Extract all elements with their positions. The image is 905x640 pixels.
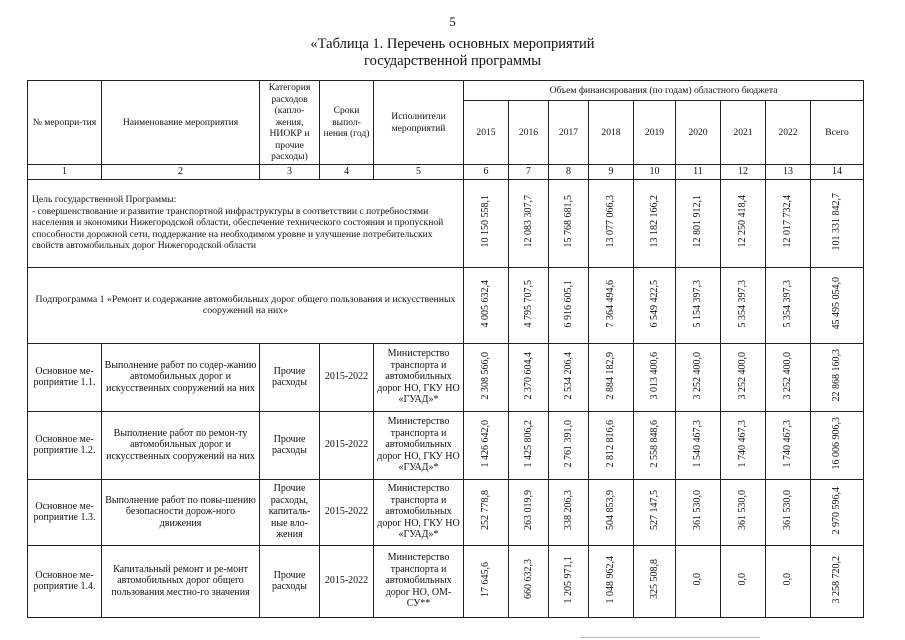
value-cell <box>676 179 721 267</box>
value-text: 325 508,8 <box>648 559 660 600</box>
value-cell <box>589 479 634 545</box>
total-text: 2 970 596,4 <box>831 486 843 534</box>
column-number: 7 <box>509 165 549 180</box>
value-text: 1 740 467,3 <box>737 419 749 467</box>
value-cell <box>509 479 549 545</box>
header-category: Категория расходов (капло-жения, НИОКР и прочие расходы) <box>260 81 320 165</box>
subprogram-text: Подпрограмма 1 «Ремонт и содержание автомобильных дорог общего пользования и искусственных сооружений на них» <box>28 267 464 343</box>
value-cell <box>509 411 549 479</box>
value-text: 17 645,6 <box>480 561 492 597</box>
value-cell <box>634 179 676 267</box>
value-text: 0,0 <box>782 573 794 586</box>
column-number: 1 <box>28 165 102 180</box>
value-cell <box>464 545 509 617</box>
measure-executor: Министерство транспорта и автомобильных дорог НО, ГКУ НО «ГУАД»* <box>374 479 464 545</box>
measure-name: Выполнение работ по содер-жанию автомобильных дорог и искусственных сооружений на них <box>102 343 260 411</box>
column-number: 3 <box>260 165 320 180</box>
value-text: 0,0 <box>692 573 704 586</box>
value-text: 3 252 400,0 <box>692 351 704 399</box>
value-cell <box>464 267 509 343</box>
value-cell <box>766 267 811 343</box>
header-executors: Исполнители мероприятий <box>374 81 464 165</box>
value-cell <box>509 179 549 267</box>
measure-row <box>28 479 864 545</box>
value-cell <box>766 179 811 267</box>
value-text: 6 916 605,1 <box>562 279 574 327</box>
scan-edge-line <box>580 633 760 638</box>
header-num: № меропри-тия <box>28 81 102 165</box>
measure-period: 2015-2022 <box>320 545 374 617</box>
value-text: 1 426 642,0 <box>480 419 492 467</box>
value-cell <box>464 479 509 545</box>
value-text: 13 182 166,2 <box>648 195 660 248</box>
value-text: 4 005 632,4 <box>480 279 492 327</box>
value-text: 252 778,8 <box>480 490 492 531</box>
value-text: 1 205 971,1 <box>562 555 574 603</box>
measure-num: Основное ме-роприятие 1.3. <box>28 479 102 545</box>
page-number: 5 <box>449 14 456 29</box>
column-number: 10 <box>634 165 676 180</box>
value-text: 2 761 391,0 <box>562 419 574 467</box>
header-year: 2017 <box>549 101 589 165</box>
total-cell <box>811 343 864 411</box>
value-cell <box>676 545 721 617</box>
column-number-row <box>28 165 864 180</box>
value-cell <box>464 411 509 479</box>
value-text: 7 364 494,6 <box>605 279 617 327</box>
value-text: 1 425 806,2 <box>522 419 534 467</box>
column-number: 9 <box>589 165 634 180</box>
total-text: 45 495 054,0 <box>831 277 843 330</box>
header-year: 2021 <box>721 101 766 165</box>
value-text: 3 252 400,0 <box>737 351 749 399</box>
header-year: 2016 <box>509 101 549 165</box>
measure-period: 2015-2022 <box>320 411 374 479</box>
column-number: 13 <box>766 165 811 180</box>
value-cell <box>549 343 589 411</box>
page-title <box>0 36 905 70</box>
total-text: 3 258 720,2 <box>831 555 843 603</box>
value-cell <box>589 545 634 617</box>
value-cell <box>721 267 766 343</box>
value-text: 2 812 816,6 <box>605 419 617 467</box>
header-year: 2019 <box>634 101 676 165</box>
value-cell <box>634 411 676 479</box>
value-cell <box>721 179 766 267</box>
total-text: 101 331 842,7 <box>831 192 843 250</box>
value-text: 12 017 732,4 <box>782 195 794 248</box>
header-year: 2018 <box>589 101 634 165</box>
column-number: 14 <box>811 165 864 180</box>
value-cell <box>721 411 766 479</box>
value-cell <box>509 545 549 617</box>
goal-text: Цель государственной Программы: - совершенствование и развитие транспортной инфраструктуры в соответствии с потребностями населения и экономики Нижегородской области, обеспечение технического состояния и пропускной способности дорожной сети, поддержание на необходимом уровне и улучшение потребительских свойств автомобильных дорог Нижегородской области <box>28 179 464 267</box>
measure-num: Основное ме-роприятие 1.2. <box>28 411 102 479</box>
value-cell <box>766 545 811 617</box>
total-cell <box>811 411 864 479</box>
value-text: 3 252 400,0 <box>782 351 794 399</box>
value-cell <box>589 179 634 267</box>
value-cell <box>634 343 676 411</box>
header-year: 2022 <box>766 101 811 165</box>
value-text: 263 019,9 <box>522 490 534 531</box>
total-cell <box>811 479 864 545</box>
title-line-2: государственной программы <box>364 53 541 69</box>
value-cell <box>589 267 634 343</box>
measure-category: Прочие расходы <box>260 411 320 479</box>
value-cell <box>509 343 549 411</box>
value-cell <box>464 343 509 411</box>
total-cell <box>811 267 864 343</box>
value-text: 361 530,0 <box>737 490 749 531</box>
value-text: 6 549 422,5 <box>648 279 660 327</box>
total-cell <box>811 179 864 267</box>
header-name: Наименование мероприятия <box>102 81 260 165</box>
value-cell <box>549 267 589 343</box>
column-number: 6 <box>464 165 509 180</box>
title-line-1: «Таблица 1. Перечень основных мероприятий <box>310 36 595 52</box>
subprogram-row <box>28 267 864 343</box>
total-text: 22 868 160,3 <box>831 349 843 402</box>
value-text: 12 250 418,4 <box>737 195 749 248</box>
total-cell <box>811 545 864 617</box>
value-text: 3 013 400,6 <box>648 351 660 399</box>
measure-period: 2015-2022 <box>320 343 374 411</box>
measure-executor: Министерство транспорта и автомобильных дорог НО, ГКУ НО «ГУАД»* <box>374 343 464 411</box>
value-cell <box>721 479 766 545</box>
value-text: 4 795 707,5 <box>522 279 534 327</box>
header-funding: Объем финансирования (по годам) областного бюджета <box>464 81 864 101</box>
value-cell <box>766 411 811 479</box>
column-number: 2 <box>102 165 260 180</box>
value-text: 2 534 206,4 <box>562 351 574 399</box>
value-text: 2 558 848,6 <box>648 419 660 467</box>
value-cell <box>766 343 811 411</box>
measure-executor: Министерство транспорта и автомобильных дорог НО, ГКУ НО «ГУАД»* <box>374 411 464 479</box>
value-cell <box>676 343 721 411</box>
value-cell <box>589 411 634 479</box>
column-number: 12 <box>721 165 766 180</box>
value-text: 13 077 066,3 <box>605 195 617 248</box>
value-cell <box>676 411 721 479</box>
value-cell <box>509 267 549 343</box>
value-text: 5 354 397,3 <box>737 279 749 327</box>
column-number: 4 <box>320 165 374 180</box>
header-row-1 <box>28 81 864 101</box>
measure-category: Прочие расходы <box>260 343 320 411</box>
value-cell <box>549 179 589 267</box>
value-cell <box>766 479 811 545</box>
header-total: Всего <box>811 101 864 165</box>
value-text: 504 853,9 <box>605 490 617 531</box>
value-text: 15 768 681,5 <box>562 195 574 248</box>
value-text: 12 801 912,1 <box>692 195 704 248</box>
total-text: 16 006 906,3 <box>831 417 843 470</box>
value-text: 0,0 <box>737 573 749 586</box>
value-cell <box>634 545 676 617</box>
measure-row <box>28 545 864 617</box>
value-cell <box>721 545 766 617</box>
measure-num: Основное ме-роприятие 1.4. <box>28 545 102 617</box>
value-text: 1 740 467,3 <box>782 419 794 467</box>
measure-row <box>28 343 864 411</box>
value-text: 2 370 604,4 <box>522 351 534 399</box>
measure-executor: Министерство транспорта и автомобильных дорог НО, ОМ-СУ** <box>374 545 464 617</box>
value-text: 2 308 566,0 <box>480 351 492 399</box>
measure-name: Капитальный ремонт и ре-монт автомобильных дорог общего пользования местно-го значения <box>102 545 260 617</box>
measure-category: Прочие расходы, капиталь-ные вло-жения <box>260 479 320 545</box>
value-text: 361 530,0 <box>782 490 794 531</box>
measures-table <box>27 80 864 618</box>
goal-row <box>28 179 864 267</box>
value-text: 10 150 558,1 <box>480 195 492 248</box>
value-text: 2 884 182,9 <box>605 351 617 399</box>
value-cell <box>549 411 589 479</box>
measure-num: Основное ме-роприятие 1.1. <box>28 343 102 411</box>
measure-row <box>28 411 864 479</box>
value-cell <box>589 343 634 411</box>
measure-name: Выполнение работ по ремон-ту автомобильных дорог и искусственных сооружений на них <box>102 411 260 479</box>
value-cell <box>634 479 676 545</box>
value-text: 12 083 307,7 <box>522 195 534 248</box>
column-number: 8 <box>549 165 589 180</box>
value-cell <box>676 479 721 545</box>
value-text: 5 354 397,3 <box>782 279 794 327</box>
header-year: 2020 <box>676 101 721 165</box>
value-text: 1 540 467,3 <box>692 419 704 467</box>
value-cell <box>549 545 589 617</box>
header-period: Сроки выпол-нения (год) <box>320 81 374 165</box>
column-number: 5 <box>374 165 464 180</box>
value-text: 5 154 397,3 <box>692 279 704 327</box>
column-number: 11 <box>676 165 721 180</box>
value-text: 338 206,3 <box>562 490 574 531</box>
value-text: 660 632,3 <box>522 559 534 600</box>
measure-period: 2015-2022 <box>320 479 374 545</box>
value-text: 1 048 962,4 <box>605 555 617 603</box>
value-cell <box>721 343 766 411</box>
value-text: 527 147,5 <box>648 490 660 531</box>
value-cell <box>549 479 589 545</box>
value-cell <box>634 267 676 343</box>
header-year: 2015 <box>464 101 509 165</box>
value-cell <box>676 267 721 343</box>
value-text: 361 530,0 <box>692 490 704 531</box>
measure-name: Выполнение работ по повы-шению безопасности дорож-ного движения <box>102 479 260 545</box>
value-cell <box>464 179 509 267</box>
measure-category: Прочие расходы <box>260 545 320 617</box>
